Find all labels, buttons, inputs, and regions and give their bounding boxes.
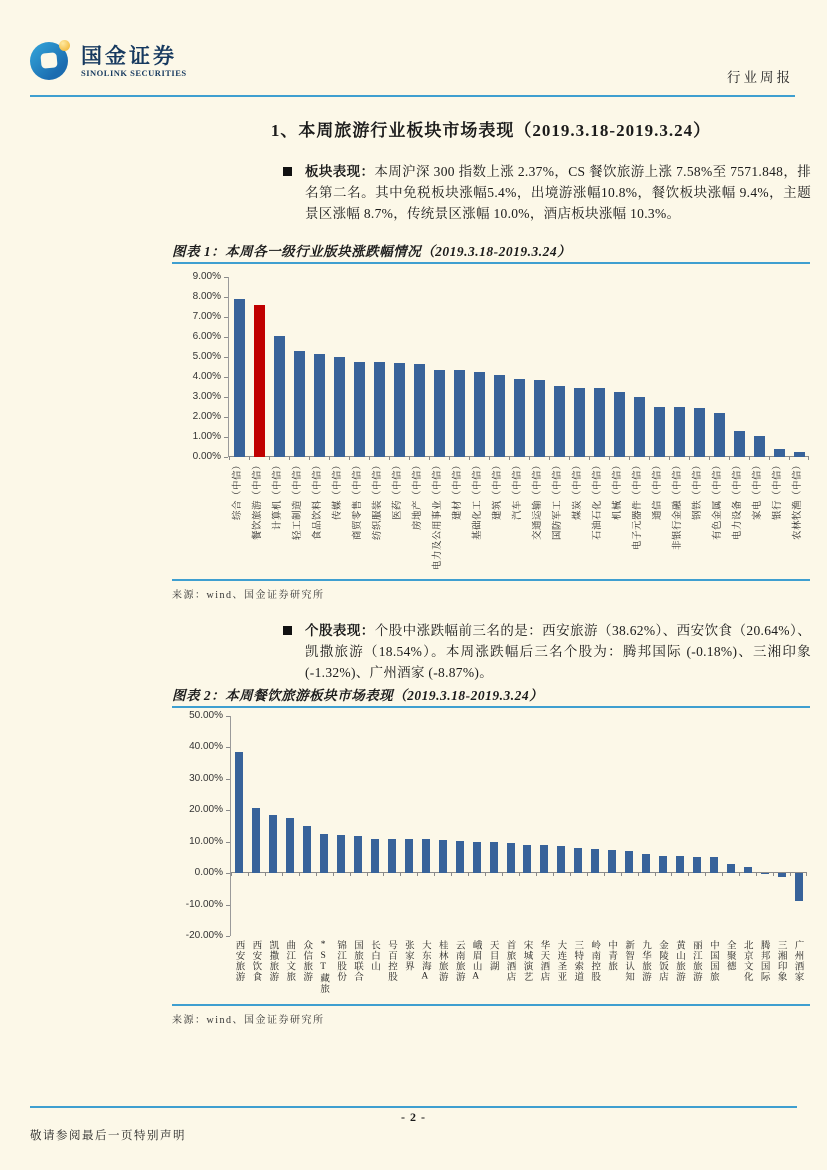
- category-label: 天目湖: [487, 940, 498, 972]
- bar: [761, 873, 769, 874]
- bar: [608, 850, 616, 874]
- bar: [507, 843, 515, 873]
- industry-sector-change-chart: [172, 271, 810, 579]
- bar: [778, 873, 786, 877]
- x-tick-mark: [350, 873, 351, 876]
- brand-text: [81, 44, 187, 78]
- x-tick-mark: [806, 873, 807, 876]
- bar: [254, 305, 265, 457]
- y-tick-label: -20.00%: [185, 930, 223, 941]
- x-tick-mark: [688, 873, 689, 876]
- x-tick-mark: [773, 873, 774, 876]
- figure-1-source: 来源：wind、国金证券研究所: [172, 590, 325, 601]
- x-tick-mark: [808, 457, 809, 460]
- logo-gold-ball-icon: [59, 40, 70, 51]
- bar: [320, 834, 328, 873]
- bar: [337, 835, 345, 873]
- x-tick-mark: [671, 873, 672, 876]
- category-label: 纺织服装（中信）: [373, 460, 383, 541]
- category-label: 餐饮旅游（中信）: [253, 460, 263, 541]
- bar: [625, 851, 633, 873]
- category-label: 三湘印象: [775, 940, 786, 982]
- x-tick-mark: [400, 873, 401, 876]
- bar: [676, 856, 684, 873]
- category-label: 西安旅游: [233, 940, 244, 982]
- category-label: 首旅酒店: [504, 940, 515, 982]
- category-label: 食品饮料（中信）: [313, 460, 323, 541]
- category-label: 轻工制造（中信）: [293, 460, 303, 541]
- category-label: 广州酒家: [792, 940, 803, 982]
- category-label: 房地产（中信）: [413, 460, 423, 531]
- y-tick-label: 5.00%: [192, 351, 221, 362]
- bar: [354, 836, 362, 873]
- bar: [594, 388, 605, 457]
- bar: [591, 849, 599, 873]
- x-tick-mark: [536, 873, 537, 876]
- bar: [456, 841, 464, 873]
- category-label: 九华旅游: [640, 940, 651, 982]
- bar: [514, 379, 525, 457]
- x-tick-mark: [485, 873, 486, 876]
- bar: [354, 362, 365, 457]
- bar: [654, 407, 665, 457]
- bar: [374, 362, 385, 457]
- bar: [674, 407, 685, 457]
- logo-square-icon: [40, 52, 57, 68]
- category-label: 全聚德: [724, 940, 735, 972]
- category-label: 云南旅游: [453, 940, 464, 982]
- bar: [314, 354, 325, 457]
- bar: [303, 826, 311, 873]
- bar: [734, 431, 745, 457]
- x-tick-mark: [739, 873, 740, 876]
- y-tick-label: 30.00%: [189, 772, 223, 784]
- category-label: 传媒（中信）: [333, 460, 343, 521]
- bar: [534, 380, 545, 457]
- bar: [754, 436, 765, 457]
- bar: [554, 386, 565, 457]
- bar: [394, 363, 405, 457]
- category-label: 机械（中信）: [613, 460, 623, 521]
- x-tick-mark: [756, 873, 757, 876]
- bar: [659, 856, 667, 873]
- bar: [371, 839, 379, 874]
- report-type-label: 行业周报: [727, 70, 793, 85]
- x-tick-mark: [468, 873, 469, 876]
- x-axis-labels: [228, 457, 808, 579]
- category-label: 岭南控股: [589, 940, 600, 982]
- category-label: 锦江股份: [335, 940, 346, 982]
- category-label: 煤炭（中信）: [573, 460, 583, 521]
- category-label: 建筑（中信）: [493, 460, 503, 521]
- y-tick-label: 7.00%: [192, 311, 221, 322]
- plot-area: [228, 277, 809, 457]
- brand-name-en: SINOLINK SECURITIES: [81, 68, 187, 78]
- bar: [334, 357, 345, 457]
- category-label: *ST藏旅: [318, 940, 329, 994]
- category-label: 综合（中信）: [233, 460, 243, 521]
- footer-divider: [30, 1106, 797, 1108]
- y-tick-label: 20.00%: [189, 804, 223, 816]
- category-label: 有色金属（中信）: [713, 460, 723, 541]
- x-tick-mark: [367, 873, 368, 876]
- bar: [557, 846, 565, 873]
- category-label: 华天酒店: [538, 940, 549, 982]
- bar: [714, 413, 725, 457]
- category-label: 凯撒旅游: [267, 940, 278, 982]
- paragraph-sector-performance: [283, 161, 811, 224]
- category-label: 交通运输（中信）: [533, 460, 543, 541]
- bar: [274, 336, 285, 457]
- category-label: 峨眉山A: [470, 940, 481, 983]
- y-tick-label: 0.00%: [192, 451, 221, 462]
- category-label: 非银行金融（中信）: [673, 460, 683, 551]
- page-number: - 2 -: [401, 1110, 426, 1124]
- sinolink-logo-icon: [30, 40, 72, 82]
- bar: [574, 848, 582, 873]
- x-tick-mark: [299, 873, 300, 876]
- category-label: 宋城演艺: [521, 940, 532, 982]
- restaurant-tourism-stock-chart: [172, 710, 810, 1004]
- x-axis-labels: [230, 936, 806, 1004]
- category-label: 新智认知: [623, 940, 634, 982]
- y-axis: [172, 271, 228, 462]
- plot-area: [230, 716, 807, 936]
- y-tick-label: -10.00%: [185, 898, 223, 910]
- category-label: 北京文化: [741, 940, 752, 982]
- category-label: 计算机（中信）: [273, 460, 283, 531]
- x-tick-mark: [451, 873, 452, 876]
- bar: [694, 408, 705, 457]
- category-label: 中青旅: [606, 940, 617, 972]
- x-tick-mark: [705, 873, 706, 876]
- bar: [710, 857, 718, 873]
- y-tick-label: 4.00%: [192, 371, 221, 382]
- category-label: 石油石化（中信）: [593, 460, 603, 541]
- category-label: 号百控股: [385, 940, 396, 982]
- x-tick-mark: [265, 873, 266, 876]
- bar: [744, 867, 752, 873]
- paragraph-text: 个股中涨跌幅前三名的是：西安旅游（38.62%）、西安饮食（20.64%）、凯撒旅游（18.54%）。本周涨跌幅后三名个股为：腾邦国际 (-0.18%)、三湘印象 (-1.32%)、广州酒家 (-8.87%)。: [305, 623, 812, 680]
- y-tick-label: 3.00%: [192, 391, 221, 402]
- paragraph-label: 板块表现：: [305, 164, 375, 179]
- y-tick-label: 50.00%: [189, 710, 223, 721]
- bar: [235, 752, 243, 873]
- category-label: 农林牧渔（中信）: [793, 460, 803, 541]
- category-label: 银行（中信）: [773, 460, 783, 521]
- bar: [574, 388, 585, 457]
- header: [30, 40, 795, 94]
- x-tick-mark: [248, 873, 249, 876]
- x-tick-mark: [570, 873, 571, 876]
- figure-2: [172, 684, 810, 1026]
- x-tick-mark: [587, 873, 588, 876]
- y-tick-label: 0.00%: [194, 867, 223, 879]
- y-tick-label: 40.00%: [189, 741, 223, 753]
- bar: [642, 854, 650, 873]
- paragraph-stock-performance: [283, 620, 811, 683]
- category-label: 电力及公用事业（中信）: [433, 460, 443, 571]
- bar: [294, 351, 305, 457]
- brand-name-cn: 国金证券: [81, 44, 177, 68]
- bar: [434, 370, 445, 457]
- y-tick-label: 1.00%: [192, 431, 221, 442]
- x-tick-mark: [722, 873, 723, 876]
- bar: [414, 364, 425, 457]
- bar: [634, 397, 645, 457]
- x-tick-mark: [282, 873, 283, 876]
- category-label: 三特索道: [572, 940, 583, 982]
- sinolink-logo: [30, 40, 187, 82]
- bar: [490, 842, 498, 873]
- x-tick-mark: [231, 873, 232, 876]
- bar: [473, 842, 481, 873]
- category-label: 众信旅游: [301, 940, 312, 982]
- x-tick-mark: [434, 873, 435, 876]
- bar: [540, 845, 548, 873]
- header-divider: [30, 95, 795, 97]
- bar: [494, 375, 505, 457]
- section-title: 1、本周旅游行业板块市场表现（2019.3.18-2019.3.24）: [270, 121, 712, 140]
- y-tick-label: 9.00%: [192, 271, 221, 282]
- bar: [286, 818, 294, 874]
- category-label: 家电（中信）: [753, 460, 763, 521]
- y-axis: [172, 710, 230, 941]
- bar: [523, 845, 531, 874]
- bar: [422, 839, 430, 873]
- category-label: 桂林旅游: [436, 940, 447, 982]
- figure-2-caption: 图表 2：本周餐饮旅游板块市场表现（2019.3.18-2019.3.24）: [172, 688, 544, 703]
- bar: [614, 392, 625, 457]
- x-tick-mark: [638, 873, 639, 876]
- category-label: 国旅联合: [352, 940, 363, 982]
- x-tick-mark: [502, 873, 503, 876]
- category-label: 电子元器件（中信）: [633, 460, 643, 551]
- footer-disclaimer: 敬请参阅最后一页特别声明: [30, 1130, 186, 1142]
- category-label: 钢铁（中信）: [693, 460, 703, 521]
- bar: [774, 449, 785, 457]
- y-tick-label: 2.00%: [192, 411, 221, 422]
- bar: [693, 857, 701, 873]
- figure-1: [172, 240, 810, 601]
- figure-1-caption: 图表 1：本周各一级行业版块涨跌幅情况（2019.3.18-2019.3.24）: [172, 244, 572, 259]
- category-label: 金陵饭店: [657, 940, 667, 982]
- bar: [795, 873, 803, 901]
- y-tick-label: 8.00%: [192, 291, 221, 302]
- category-label: 黄山旅游: [673, 940, 684, 982]
- x-tick-mark: [655, 873, 656, 876]
- x-tick-mark: [604, 873, 605, 876]
- bar: [234, 299, 245, 457]
- category-label: 张家界: [402, 940, 413, 972]
- y-tick-label: 6.00%: [192, 331, 221, 342]
- paragraph-label: 个股表现：: [305, 623, 375, 638]
- category-label: 通信（中信）: [653, 460, 663, 521]
- figure-2-caption-divider: [172, 706, 810, 708]
- category-label: 长白山: [369, 940, 379, 972]
- figure-2-bottom-divider: [172, 1004, 810, 1006]
- category-label: 曲江文旅: [284, 940, 295, 982]
- paragraph-text: 本周沪深 300 指数上涨 2.37%，CS 餐饮旅游上涨 7.58%至 7571.848，排名第二名。其中免税板块涨幅5.4%，出境游涨幅10.8%，餐饮板块涨幅 9.4%，主题景区涨幅 8.7%，传统景区涨幅 10.0%，酒店板块涨幅 10.3%。: [305, 164, 811, 221]
- x-tick-mark: [383, 873, 384, 876]
- category-label: 丽江旅游: [690, 940, 701, 982]
- bar: [454, 370, 465, 457]
- category-label: 医药（中信）: [393, 460, 403, 521]
- bar: [269, 815, 277, 873]
- y-tick-label: 10.00%: [189, 835, 223, 847]
- category-label: 汽车（中信）: [513, 460, 523, 521]
- x-tick-mark: [316, 873, 317, 876]
- category-label: 腾邦国际: [758, 940, 769, 982]
- x-tick-mark: [333, 873, 334, 876]
- category-label: 建材（中信）: [453, 460, 463, 521]
- category-label: 商贸零售（中信）: [353, 460, 363, 541]
- category-label: 基础化工（中信）: [473, 460, 483, 541]
- bullet-square-icon: [283, 626, 292, 635]
- bar: [474, 372, 485, 457]
- x-tick-mark: [790, 873, 791, 876]
- category-label: 电力设备（中信）: [733, 460, 743, 541]
- bullet-square-icon: [283, 167, 292, 176]
- bar: [388, 839, 396, 873]
- x-tick-mark: [621, 873, 622, 876]
- x-tick-mark: [553, 873, 554, 876]
- bar: [439, 840, 447, 873]
- category-label: 中国国旅: [707, 940, 718, 982]
- bar: [405, 839, 413, 873]
- figure-1-bottom-divider: [172, 579, 810, 581]
- x-tick-mark: [417, 873, 418, 876]
- bar: [252, 808, 260, 873]
- category-label: 国防军工（中信）: [553, 460, 563, 541]
- figure-1-caption-divider: [172, 262, 810, 264]
- category-label: 大连圣亚: [555, 940, 566, 982]
- x-tick-mark: [519, 873, 520, 876]
- figure-2-source: 来源：wind、国金证券研究所: [172, 1015, 325, 1026]
- category-label: 西安饮食: [250, 940, 261, 982]
- category-label: 大东海A: [419, 940, 430, 983]
- bar: [727, 864, 735, 873]
